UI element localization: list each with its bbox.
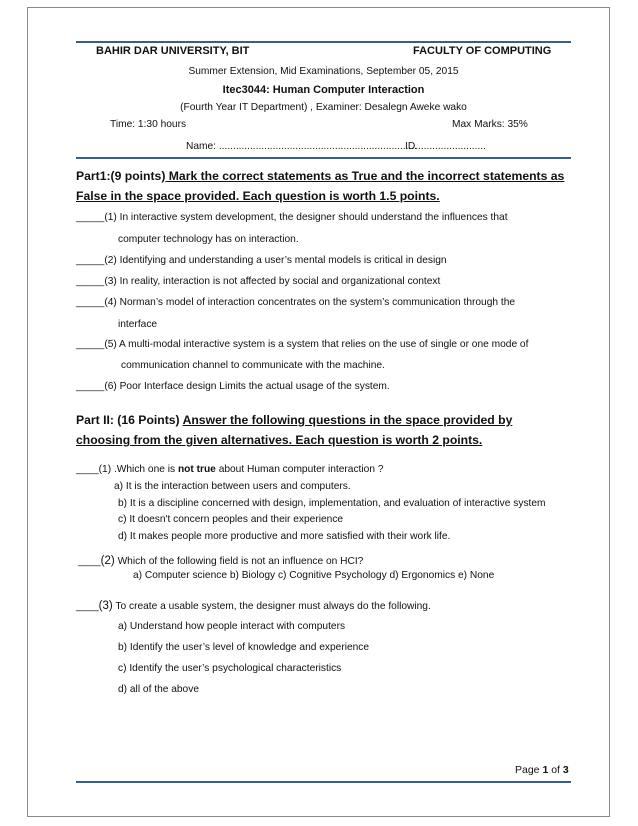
part1-item-4: _____(4) Norman’s model of interaction concentrates on the system’s communication through the (76, 297, 516, 308)
part1-item-6: _____(6) Poor Interface design Limits the actual usage of the system. (76, 381, 390, 392)
q2-number: (2) (100, 555, 115, 567)
part2-heading (76, 410, 566, 450)
page-prefix: Page (515, 764, 543, 776)
page-number (515, 764, 569, 776)
q3-question: To create a usable system, the designer must always do the following. (112, 601, 431, 612)
q1-stem-emphasis: not true (177, 464, 216, 475)
header-top-rule (76, 41, 571, 43)
q1-option-b: b) It is a discipline concerned with design, implementation, and evaluation of interactive system (118, 498, 546, 509)
exam-line: Summer Extension, Mid Examinations, September 05, 2015 (188, 66, 459, 77)
part2-instruction: Answer the following questions in the space provided by choosing from the given alternatives. Each question is worth 2 points. (76, 413, 513, 447)
university-name: BAHIR DAR UNIVERSITY, BIT (96, 45, 250, 57)
q3-option-a: a) Understand how people interact with computers (118, 621, 346, 632)
q3-number: (3) (98, 600, 113, 612)
max-marks: Max Marks: 35% (452, 119, 528, 130)
name-field: Name: ...................................................................... (186, 141, 417, 152)
q1-stem (76, 464, 383, 475)
q2-options: a) Computer science b) Biology c) Cognitive Psychology d) Ergonomics e) None (133, 570, 495, 581)
q3-stem (76, 600, 431, 612)
part1-title: Part1:(9 points) (76, 169, 166, 183)
part1-item-3: _____(3) In reality, interaction is not affected by social and organizational context (76, 276, 441, 287)
q3-option-c: c) Identify the user’s psychological characteristics (118, 663, 342, 674)
q3-option-d: d) all of the above (118, 684, 199, 695)
q1-option-c: c) It doesn't concern peoples and their experience (118, 514, 344, 525)
q2-stem (78, 555, 363, 567)
part1-instruction: Mark the correct statements as True and the incorrect statements as False in the space provided. Each question is worth 1.5 points. (76, 169, 565, 203)
part1-item-5: _____(5) A multi-modal interactive system is a system that relies on the use of single or one mode of (76, 339, 529, 350)
page-total: 3 (562, 764, 569, 776)
part1-item-5-cont: communication channel to communicate with the machine. (121, 360, 385, 371)
q3-option-b: b) Identify the user’s level of knowledge and experience (118, 642, 370, 653)
q1-option-d: d) It makes people more productive and more satisfied with their work life. (118, 531, 451, 542)
course-title: Itec3044: Human Computer Interaction (222, 84, 425, 96)
q2-question: Which of the following field is not an influence on HCI? (114, 556, 364, 567)
id-field: ID......................... (405, 141, 486, 152)
q1-stem-before: ____(1) .Which one is (76, 464, 178, 475)
q2-blank: ____ (78, 556, 101, 567)
header-bottom-rule (76, 157, 571, 159)
department-examiner: (Fourth Year IT Department) , Examiner: Desalegn Aweke wako (180, 102, 467, 113)
faculty-name: FACULTY OF COMPUTING (413, 45, 552, 57)
part1-item-1-cont: computer technology has on interaction. (118, 234, 299, 245)
page-current: 1 (542, 764, 549, 776)
time-limit: Time: 1:30 hours (110, 119, 187, 130)
part1-item-4-cont: interface (118, 319, 158, 330)
part1-item-1: _____(1) In interactive system development, the designer should understand the influences that (76, 212, 508, 223)
page-mid: of (548, 764, 563, 776)
part1-item-2: _____(2) Identifying and understanding a user’s mental models is critical in design (76, 255, 447, 266)
footer-rule (76, 781, 571, 783)
part2-title: Part II: (16 Points) (76, 413, 180, 427)
q3-blank: ____ (76, 601, 99, 612)
q1-stem-after: about Human computer interaction ? (215, 464, 384, 475)
q1-option-a: a) It is the interaction between users and computers. (114, 481, 351, 492)
part1-heading (76, 166, 566, 206)
